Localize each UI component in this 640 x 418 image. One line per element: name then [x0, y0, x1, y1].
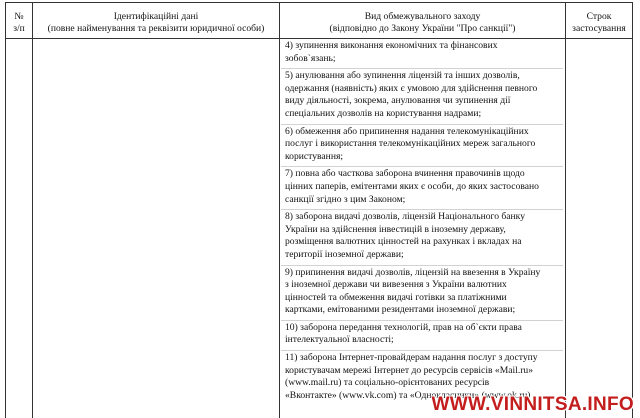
item-separator — [281, 166, 563, 167]
measure-item: 10) заборона передання технологій, прав на об`єкти права інтелектуальної власності; — [281, 322, 563, 350]
measure-item: 9) припинення видачі дозволів, ліцензій на ввезення в Україну з іноземної держави чи вивезення з України валютних цінностей та обмеження видачі готівки за платіжними картками, емітованими резидентами іноземної держави; — [281, 267, 563, 320]
table-border-left — [5, 2, 6, 418]
item-separator — [281, 265, 563, 266]
site-watermark: WWW.VINNITSA.INFO — [431, 394, 634, 415]
header-number: № з/п — [13, 11, 25, 34]
measure-item: 7) повна або часткова заборона вчинення правочинів щодо цінних паперів, емітентами яких є особи, до яких застосовано санкції згідно з цим Законом; — [281, 168, 563, 209]
item-separator — [281, 68, 563, 69]
header-bottom-line — [5, 38, 633, 39]
measure-item: 11) заборона Інтернет-провайдерам надання послуг з доступу користувачам мережі Інтернет до ресурсів сервісів «Mail.ru» (www.mail.ru) та соціально-орієнтованих ресурсів «Вконтакте» (www.vk.com) та «Однокласники» (www.ok.ru) — [281, 352, 563, 405]
item-separator — [281, 209, 563, 210]
measure-item: 6) обмеження або припинення надання телекомунікаційних послуг і використання телекомунікаційних мереж загального користування; — [281, 126, 563, 167]
table-border-top — [5, 2, 633, 3]
measure-item: 4) зупинення виконання економічних та фінансових зобов`язань; — [285, 40, 498, 64]
header-term: Строк застосування — [572, 11, 626, 34]
table-divider-3 — [565, 2, 566, 418]
item-separator — [281, 320, 563, 321]
header-measure-type: Вид обмежувального заходу (відповідно до Закону України "Про санкції") — [329, 11, 516, 34]
measure-item: 8) заборона видачі дозволів, ліцензій Національного банку України на здійснення інвестицій в іноземну державу, розміщення валютних цінностей на рахунках і вкладах на території іноземної держави; — [281, 211, 563, 264]
table-divider-1 — [32, 2, 33, 418]
table-border-right — [632, 2, 633, 418]
item-separator — [281, 124, 563, 125]
item-separator — [281, 350, 563, 351]
measure-item: 5) анулювання або зупинення ліцензій та інших дозволів, одержання (наявність) яких є умовою для здійснення певного виду діяльності, зокрема, анулювання чи зупинення дії спеціальних дозволів на користування надрами; — [281, 70, 563, 123]
header-identification: Ідентифікаційні дані (повне найменування та реквізити юридичної особи) — [47, 11, 265, 34]
table-divider-2 — [279, 2, 280, 418]
measures-list — [281, 40, 563, 405]
